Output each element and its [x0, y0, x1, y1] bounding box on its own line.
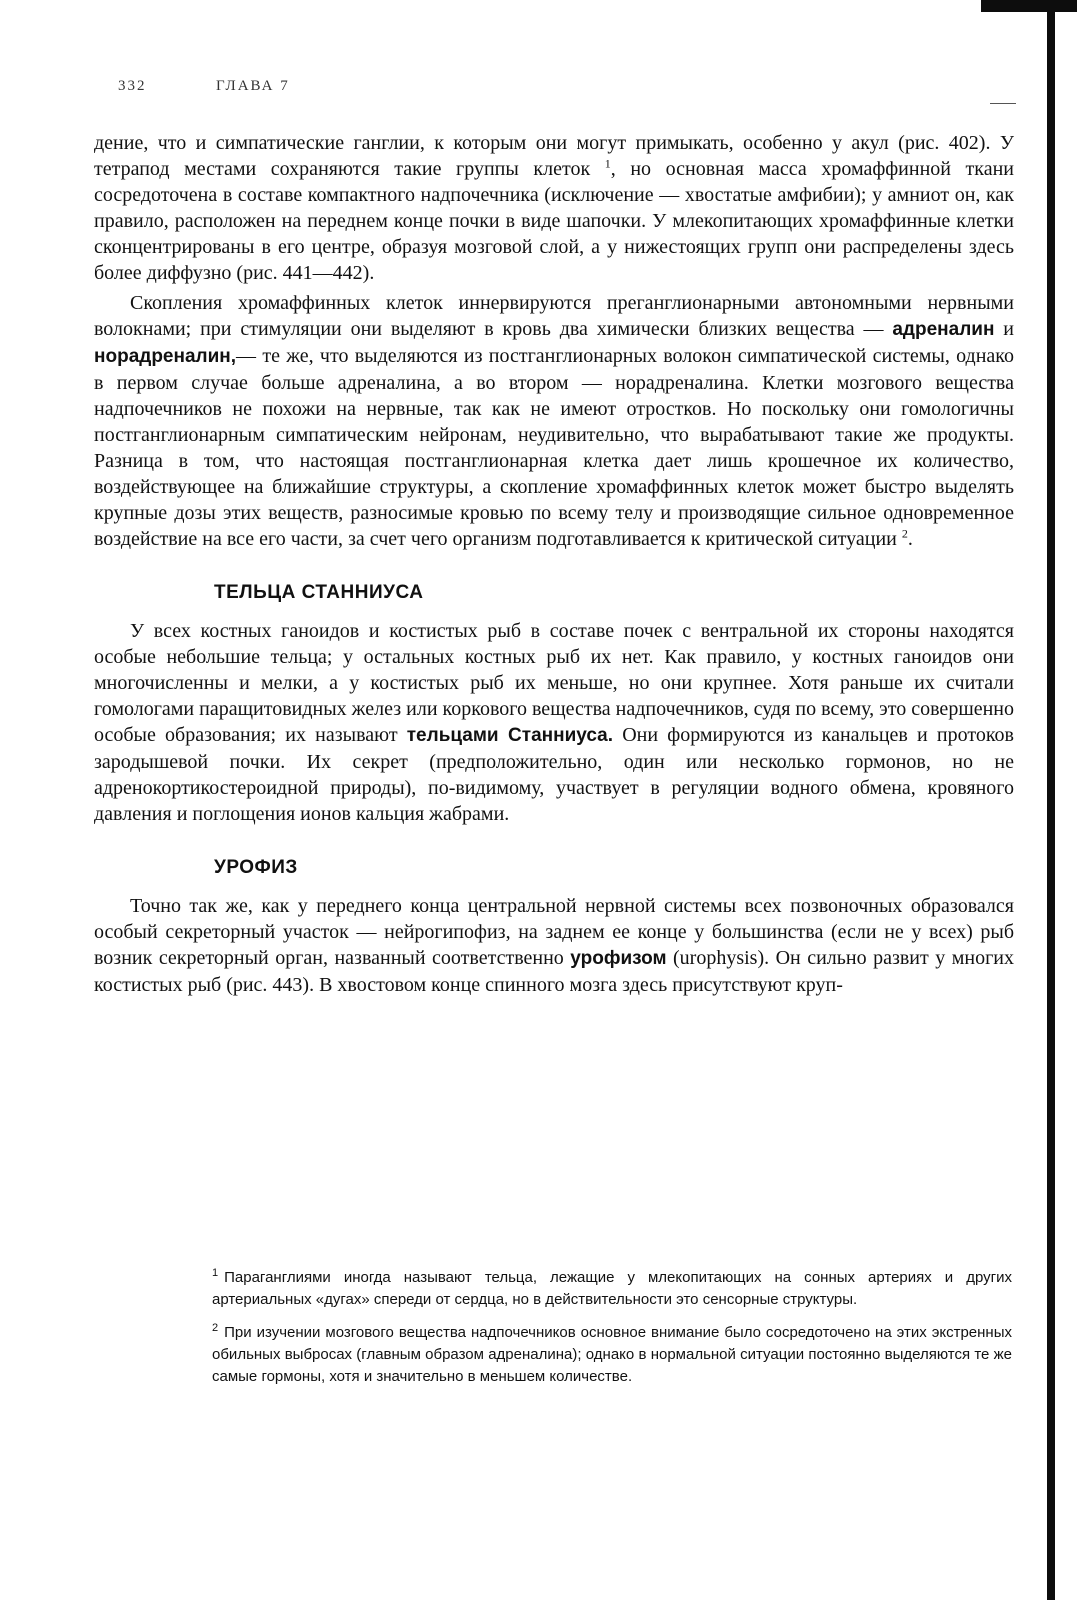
- footnote-text: Параганглиями иногда называют тельца, лежащие у млекопитающих на сонных артериях и других артериальных «дугах» спереди от сердца, но в действительности это сенсорные структуры.: [212, 1269, 1012, 1308]
- body-text: [94, 130, 1014, 998]
- paragraph-1: [94, 130, 1014, 286]
- footnote-2: [212, 1317, 1012, 1388]
- text-span: и: [994, 318, 1014, 340]
- page-number: 332: [118, 78, 147, 94]
- footnote-text: При изучении мозгового вещества надпочечников основное внимание было сосредоточено на этих экстренных обильных выбросах (главным образом адреналина); однако в нормальной ситуации постоянно выделяются те же самые гормоны, хотя и значительно в меньшем количестве.: [212, 1324, 1012, 1385]
- footnotes: [212, 1262, 1012, 1394]
- term-adrenaline: адреналин: [892, 319, 995, 340]
- text-span: .: [907, 528, 913, 550]
- footnote-ref-1: 1: [604, 156, 611, 171]
- text-span: Точно так же, как у переднего конца центральной нервной системы всех позвоночных образовался особый секреторный участок — нейрогипофиз, на заднем ее конце у большинства (если не у всех) рыб возник секреторный орган, названный соответственно: [94, 895, 1014, 969]
- text-span: (urophysis). Он сильно развит у многих костистых рыб (рис. 443). В хвостовом конце спинного мозга здесь присутствуют круп-: [94, 947, 1014, 996]
- running-title: ГЛАВА 7: [216, 78, 290, 94]
- footnote-mark: 2: [212, 1322, 219, 1334]
- term-noradrenaline: норадреналин,: [94, 346, 237, 367]
- section-heading-urophysis: УРОФИЗ: [214, 857, 298, 878]
- page-edge-bar: [1047, 8, 1055, 1600]
- text-span: У всех костных ганоидов и костистых рыб в составе почек с вентральной их стороны находятся особые небольшие тельца; у остальных костных рыб их нет. Как правило, у костных ганоидов они многочисленны и мелки, а у костистых рыб их меньше, но они крупнее. Хотя раньше их считали гомологами паращитовидных желез или коркового вещества надпочечников, судя по всему, это совершенно особые образования; их называют: [94, 620, 1014, 746]
- footnote-ref-2: 2: [901, 526, 908, 541]
- paragraph-3: [94, 618, 1014, 827]
- text-span: дение, что и симпатические ганглии, к которым они могут примыкать, особенно у акул (рис. 402). У тетрапод местами сохраняются такие группы клеток: [94, 132, 1014, 180]
- page-header: [118, 78, 1018, 102]
- page-edge-cap: [981, 0, 1077, 12]
- term-urophysis: урофизом: [570, 948, 667, 969]
- text-span: Они формируются из канальцев и протоков зародышевой почки. Их секрет (предположительно, один или несколько гормонов, но не адренокортикостероидной природы), по-видимому, участвует в регуляции водного обмена, кровяного давления и поглощения ионов кальция жабрами.: [94, 724, 1014, 825]
- paragraph-2: [94, 290, 1014, 552]
- term-stannius-bodies: тельцами Станниуса.: [406, 725, 614, 746]
- header-rule: [990, 103, 1016, 104]
- text-span: — те же, что выделяются из постганглионарных волокон симпатической системы, однако в первом случае больше адреналина, а во втором — норадреналина. Клетки мозгового вещества надпочечников не похожи на нервные, так как не имеют отростков. Но поскольку они гомологичны постганглионарным симпатическим нейронам, неудивительно, что вырабатывают такие же продукты. Разница в том, что настоящая постганглионарная клетка дает лишь крошечное их количество, воздействующее на ближайшие структуры, а скопление хромаффинных клеток может быстро выделять крупные дозы этих веществ, разносимые кровью по всему телу и производящие сильное одновременное воздействие на все его части, за счет чего организм подготавливается к критической ситуации: [94, 345, 1014, 550]
- text-span: , но основная масса хромаффинной ткани сосредоточена в составе компактного надпочечника (исключение — хвостатые амфибии); у амниот он, как правило, расположен на переднем конце почки в виде шапочки. У млекопитающих хромаффинные клетки сконцентрированы в его центре, образуя мозговой слой, а у нижестоящих групп они распределены здесь более диффузно (рис. 441—442).: [94, 158, 1014, 284]
- text-span: Скопления хромаффинных клеток иннервируются преганглионарными автономными нервными волокнами; при стимуляции они выделяют в кровь два химически близких вещества —: [94, 292, 1014, 340]
- section-heading-stannius: ТЕЛЬЦА СТАННИУСА: [214, 582, 424, 603]
- footnote-1: [212, 1262, 1012, 1311]
- paragraph-4: [94, 893, 1014, 998]
- footnote-mark: 1: [212, 1267, 219, 1279]
